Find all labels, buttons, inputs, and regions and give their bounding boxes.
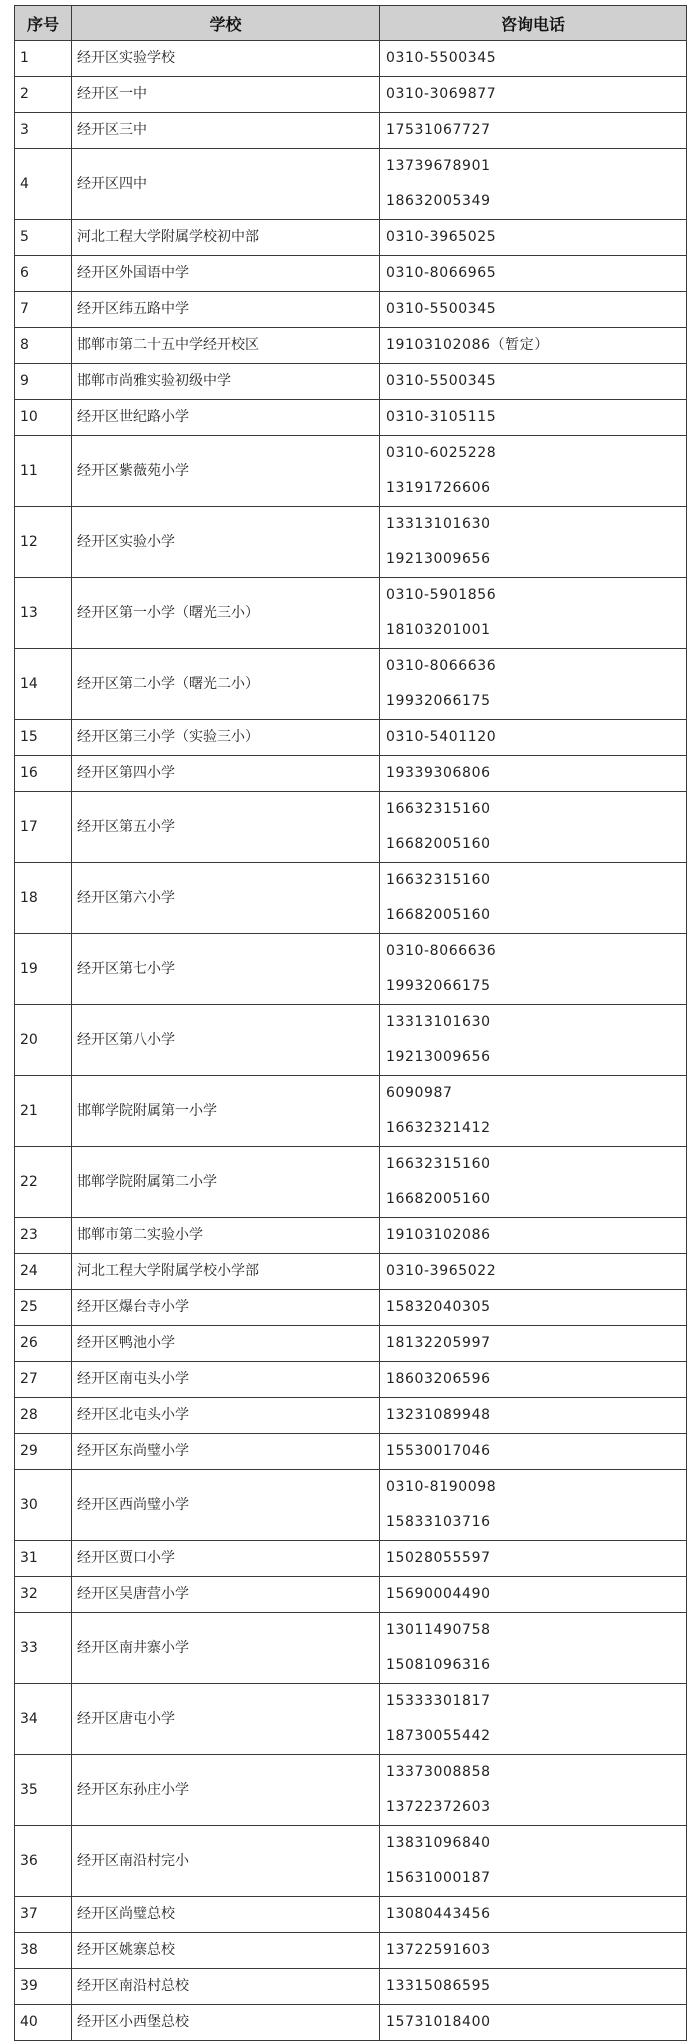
row-number: 11 [15, 436, 72, 507]
table-row [15, 934, 687, 1005]
phone-number: 0310-5500345 [386, 373, 497, 389]
row-number: 21 [15, 1076, 72, 1147]
school-name: 经开区北屯头小学 [72, 1398, 380, 1434]
row-number: 9 [15, 364, 72, 400]
phone-number: 0310-5901856 [386, 587, 497, 603]
phone-cell [380, 292, 687, 328]
phone-number: 19932066175 [386, 978, 491, 994]
table-row [15, 2005, 687, 2041]
table-row [15, 1897, 687, 1933]
phone-number: 0310-5500345 [386, 301, 497, 317]
phone-number: 19213009656 [386, 551, 491, 567]
table-row [15, 756, 687, 792]
table-row [15, 1362, 687, 1398]
table-row [15, 1290, 687, 1326]
phone-number: 18103201001 [386, 622, 491, 638]
table-row [15, 41, 687, 77]
row-number: 23 [15, 1218, 72, 1254]
table-row [15, 1826, 687, 1897]
row-number: 37 [15, 1897, 72, 1933]
school-name: 经开区第四小学 [72, 756, 380, 792]
phone-number: 15028055597 [386, 1550, 491, 1566]
phone-number: 13722372603 [386, 1799, 491, 1815]
table-row [15, 1398, 687, 1434]
phone-number: 13831096840 [386, 1835, 491, 1851]
phone-number: 18603206596 [386, 1371, 491, 1387]
table-row [15, 1147, 687, 1218]
row-number: 2 [15, 77, 72, 113]
row-number: 5 [15, 220, 72, 256]
phone-number: 13011490758 [386, 1622, 491, 1638]
table-row [15, 720, 687, 756]
school-name: 经开区爆台寺小学 [72, 1290, 380, 1326]
phone-number: 13722591603 [386, 1942, 491, 1958]
school-name: 经开区贾口小学 [72, 1541, 380, 1577]
phone-cell [380, 256, 687, 292]
table-row [15, 149, 687, 220]
phone-cell [380, 863, 687, 934]
phone-number: 15833103716 [386, 1514, 491, 1530]
table-row [15, 649, 687, 720]
table-row [15, 1434, 687, 1470]
phone-cell [380, 1326, 687, 1362]
row-number: 7 [15, 292, 72, 328]
school-name: 经开区南屯头小学 [72, 1362, 380, 1398]
table-row [15, 1005, 687, 1076]
table-row [15, 364, 687, 400]
phone-number: 15690004490 [386, 1586, 491, 1602]
row-number: 22 [15, 1147, 72, 1218]
phone-number: 15081096316 [386, 1657, 491, 1673]
school-name: 经开区第五小学 [72, 792, 380, 863]
school-contact-table [14, 5, 687, 2041]
table-row [15, 1326, 687, 1362]
phone-number: 18132205997 [386, 1335, 491, 1351]
phone-number: 16632321412 [386, 1120, 491, 1136]
table-header-row [15, 6, 687, 41]
school-name: 经开区南井寨小学 [72, 1613, 380, 1684]
school-name: 经开区紫薇苑小学 [72, 436, 380, 507]
phone-number: 15832040305 [386, 1299, 491, 1315]
school-name: 邯郸学院附属第一小学 [72, 1076, 380, 1147]
phone-cell [380, 1755, 687, 1826]
row-number: 13 [15, 578, 72, 649]
phone-cell [380, 1254, 687, 1290]
row-number: 38 [15, 1933, 72, 1969]
phone-number: 17531067727 [386, 122, 491, 138]
school-name: 经开区第六小学 [72, 863, 380, 934]
phone-number: 18632005349 [386, 193, 491, 209]
table-row [15, 400, 687, 436]
phone-number: 0310-3965022 [386, 1263, 497, 1279]
phone-number: 13313101630 [386, 516, 491, 532]
row-number: 10 [15, 400, 72, 436]
table-row [15, 1076, 687, 1147]
school-name: 经开区实验学校 [72, 41, 380, 77]
phone-number: 0310-5500345 [386, 50, 497, 66]
row-number: 34 [15, 1684, 72, 1755]
phone-number: 13315086595 [386, 1978, 491, 1994]
phone-number: 0310-8066965 [386, 265, 497, 281]
phone-cell [380, 1541, 687, 1577]
phone-number: 15731018400 [386, 2014, 491, 2030]
phone-number: 19103102086（暂定） [386, 337, 549, 353]
phone-number: 16682005160 [386, 907, 491, 923]
phone-number: 0310-3069877 [386, 86, 497, 102]
table-row [15, 578, 687, 649]
school-name: 经开区第一小学（曙光三小） [72, 578, 380, 649]
phone-number: 13231089948 [386, 1407, 491, 1423]
phone-number: 19213009656 [386, 1049, 491, 1065]
phone-number: 19339306806 [386, 765, 491, 781]
row-number: 6 [15, 256, 72, 292]
phone-number: 0310-8190098 [386, 1479, 497, 1495]
phone-number: 13373008858 [386, 1764, 491, 1780]
phone-cell [380, 720, 687, 756]
row-number: 14 [15, 649, 72, 720]
school-name: 经开区第二小学（曙光二小） [72, 649, 380, 720]
phone-cell [380, 149, 687, 220]
phone-cell [380, 756, 687, 792]
row-number: 12 [15, 507, 72, 578]
phone-cell [380, 792, 687, 863]
phone-cell [380, 507, 687, 578]
phone-number: 13191726606 [386, 480, 491, 496]
phone-number: 13739678901 [386, 158, 491, 174]
table-row [15, 1755, 687, 1826]
phone-number: 16632315160 [386, 872, 491, 888]
school-name: 经开区西尚璧小学 [72, 1470, 380, 1541]
phone-number: 16682005160 [386, 836, 491, 852]
phone-cell [380, 1076, 687, 1147]
table-row [15, 113, 687, 149]
table-row [15, 77, 687, 113]
row-number: 15 [15, 720, 72, 756]
phone-cell [380, 649, 687, 720]
school-name: 邯郸市尚雅实验初级中学 [72, 364, 380, 400]
phone-cell [380, 77, 687, 113]
school-name: 经开区小西堡总校 [72, 2005, 380, 2041]
school-name: 经开区第八小学 [72, 1005, 380, 1076]
row-number: 27 [15, 1362, 72, 1398]
phone-number: 16632315160 [386, 1156, 491, 1172]
row-number: 18 [15, 863, 72, 934]
row-number: 30 [15, 1470, 72, 1541]
school-name: 经开区第三小学（实验三小） [72, 720, 380, 756]
phone-number: 15631000187 [386, 1870, 491, 1886]
school-name: 经开区第七小学 [72, 934, 380, 1005]
phone-number: 15333301817 [386, 1693, 491, 1709]
phone-number: 16632315160 [386, 801, 491, 817]
phone-cell [380, 1362, 687, 1398]
phone-number: 18730055442 [386, 1728, 491, 1744]
school-name: 经开区南沿村总校 [72, 1969, 380, 2005]
row-number: 1 [15, 41, 72, 77]
header-school: 学校 [72, 6, 380, 41]
table-row [15, 436, 687, 507]
school-name: 经开区姚寨总校 [72, 1933, 380, 1969]
row-number: 20 [15, 1005, 72, 1076]
table-row [15, 507, 687, 578]
row-number: 35 [15, 1755, 72, 1826]
phone-cell [380, 1147, 687, 1218]
table-row [15, 220, 687, 256]
table-row [15, 863, 687, 934]
school-name: 经开区一中 [72, 77, 380, 113]
table-row [15, 1684, 687, 1755]
school-name: 经开区唐屯小学 [72, 1684, 380, 1755]
row-number: 31 [15, 1541, 72, 1577]
table-row [15, 328, 687, 364]
phone-cell [380, 436, 687, 507]
school-name: 邯郸市第二实验小学 [72, 1218, 380, 1254]
school-name: 经开区尚璧总校 [72, 1897, 380, 1933]
phone-number: 16682005160 [386, 1191, 491, 1207]
header-no: 序号 [15, 6, 72, 41]
row-number: 8 [15, 328, 72, 364]
phone-cell [380, 1218, 687, 1254]
school-name: 河北工程大学附属学校初中部 [72, 220, 380, 256]
school-name: 邯郸市第二十五中学经开校区 [72, 328, 380, 364]
row-number: 16 [15, 756, 72, 792]
phone-number: 0310-6025228 [386, 445, 497, 461]
school-name: 经开区东尚璧小学 [72, 1434, 380, 1470]
phone-cell [380, 364, 687, 400]
row-number: 25 [15, 1290, 72, 1326]
phone-cell [380, 1005, 687, 1076]
phone-cell [380, 1290, 687, 1326]
phone-cell [380, 1933, 687, 1969]
row-number: 4 [15, 149, 72, 220]
phone-number: 13313101630 [386, 1014, 491, 1030]
phone-number: 6090987 [386, 1085, 453, 1101]
row-number: 26 [15, 1326, 72, 1362]
row-number: 32 [15, 1577, 72, 1613]
school-name: 经开区吴唐营小学 [72, 1577, 380, 1613]
row-number: 19 [15, 934, 72, 1005]
school-name: 经开区南沿村完小 [72, 1826, 380, 1897]
phone-cell [380, 1398, 687, 1434]
row-number: 29 [15, 1434, 72, 1470]
phone-cell [380, 2005, 687, 2041]
phone-cell [380, 1897, 687, 1933]
phone-number: 19103102086 [386, 1227, 491, 1243]
phone-cell [380, 113, 687, 149]
school-name: 经开区纬五路中学 [72, 292, 380, 328]
table-row [15, 292, 687, 328]
table-row [15, 1613, 687, 1684]
table-row [15, 1218, 687, 1254]
phone-number: 0310-3965025 [386, 229, 497, 245]
table-row [15, 1254, 687, 1290]
row-number: 17 [15, 792, 72, 863]
table-row [15, 1470, 687, 1541]
phone-cell [380, 41, 687, 77]
phone-cell [380, 1826, 687, 1897]
phone-cell [380, 1684, 687, 1755]
school-name: 经开区外国语中学 [72, 256, 380, 292]
school-contact-table-wrapper [14, 5, 686, 2041]
row-number: 28 [15, 1398, 72, 1434]
school-name: 经开区鸭池小学 [72, 1326, 380, 1362]
table-row [15, 1577, 687, 1613]
school-name: 经开区三中 [72, 113, 380, 149]
phone-cell [380, 400, 687, 436]
phone-cell [380, 1969, 687, 2005]
row-number: 3 [15, 113, 72, 149]
phone-number: 0310-5401120 [386, 729, 497, 745]
phone-cell [380, 1434, 687, 1470]
school-name: 邯郸学院附属第二小学 [72, 1147, 380, 1218]
row-number: 40 [15, 2005, 72, 2041]
row-number: 39 [15, 1969, 72, 2005]
phone-cell [380, 220, 687, 256]
table-row [15, 1541, 687, 1577]
school-name: 经开区东孙庄小学 [72, 1755, 380, 1826]
phone-number: 15530017046 [386, 1443, 491, 1459]
phone-cell [380, 1577, 687, 1613]
school-name: 经开区实验小学 [72, 507, 380, 578]
row-number: 36 [15, 1826, 72, 1897]
header-phone: 咨询电话 [380, 6, 687, 41]
table-body [15, 41, 687, 2041]
table-row [15, 256, 687, 292]
phone-number: 0310-3105115 [386, 409, 497, 425]
phone-cell [380, 328, 687, 364]
row-number: 24 [15, 1254, 72, 1290]
table-row [15, 1933, 687, 1969]
phone-cell [380, 578, 687, 649]
row-number: 33 [15, 1613, 72, 1684]
school-name: 经开区四中 [72, 149, 380, 220]
table-row [15, 1969, 687, 2005]
phone-number: 13080443456 [386, 1906, 491, 1922]
phone-number: 0310-8066636 [386, 943, 497, 959]
phone-number: 19932066175 [386, 693, 491, 709]
table-row [15, 792, 687, 863]
phone-cell [380, 1470, 687, 1541]
school-name: 河北工程大学附属学校小学部 [72, 1254, 380, 1290]
school-name: 经开区世纪路小学 [72, 400, 380, 436]
phone-number: 0310-8066636 [386, 658, 497, 674]
phone-cell [380, 934, 687, 1005]
phone-cell [380, 1613, 687, 1684]
